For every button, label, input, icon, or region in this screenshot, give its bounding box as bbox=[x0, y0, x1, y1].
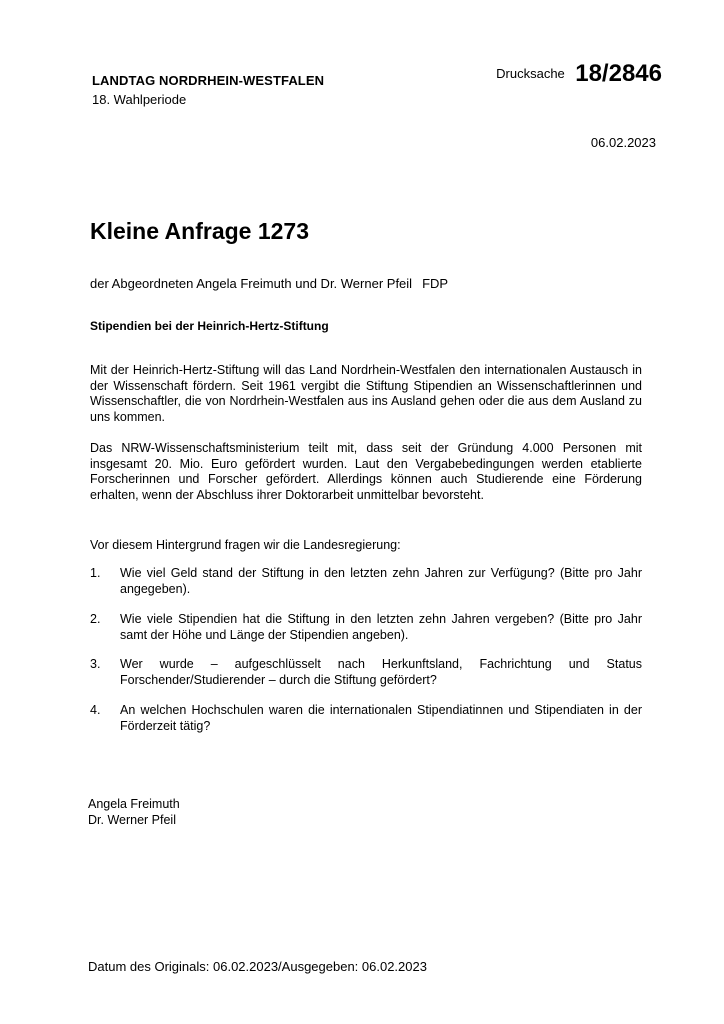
body-paragraph: Das NRW-Wissenschaftsministerium teilt mit, dass seit der Gründung 4.000 Personen mit insgesamt 20. Mio. Euro gefördert wurden. Laut den Vergabebedingungen werden etablierte Forscherinnen und Forscher gefördert. Allerdings können auch Studierende eine Förderung erhalten, wenn der Abschluss ihrer Doktorarbeit unmittelbar bevorsteht. bbox=[90, 441, 642, 502]
document-date: 06.02.2023 bbox=[590, 135, 656, 150]
party-name: FDP bbox=[422, 276, 449, 291]
question-text: An welchen Hochschulen waren die internationalen Stipendiatinnen und Stipendiaten in der Förderzeit tätig? bbox=[120, 703, 642, 733]
signature-name: Angela Freimuth bbox=[88, 797, 180, 811]
drucksache-number: 18/2846 bbox=[575, 60, 662, 87]
legislative-period: 18. Wahlperiode bbox=[92, 92, 187, 107]
footer-date-line: Datum des Originals: 06.02.2023/Ausgegeben: 06.02.2023 bbox=[88, 959, 427, 974]
question-number: 3. bbox=[90, 657, 101, 671]
questions-intro: Vor diesem Hintergrund fragen wir die Landesregierung: bbox=[90, 538, 401, 552]
question-text: Wer wurde – aufgeschlüsselt nach Herkunftsland, Fachrichtung und Status Forschender/Studierender – durch die Stiftung gefördert? bbox=[120, 657, 642, 687]
authors-text: der Abgeordneten Angela Freimuth und Dr. Werner Pfeil bbox=[90, 276, 413, 291]
page-title: Kleine Anfrage 1273 bbox=[90, 218, 310, 244]
signature-name: Dr. Werner Pfeil bbox=[88, 813, 176, 827]
question-item bbox=[90, 657, 642, 688]
subject-heading: Stipendien bei der Heinrich-Hertz-Stiftung bbox=[90, 319, 329, 333]
authors-line bbox=[90, 276, 448, 291]
question-item bbox=[90, 566, 642, 597]
question-item bbox=[90, 612, 642, 643]
question-text: Wie viele Stipendien hat die Stiftung in den letzten zehn Jahren vergeben? (Bitte pro Jahr samt der Höhe und Länge der Stipendien angeben). bbox=[120, 612, 642, 642]
drucksache-label: Drucksache bbox=[496, 66, 565, 81]
body-paragraph: Mit der Heinrich-Hertz-Stiftung will das Land Nordrhein-Westfalen den internationalen Austausch in der Wissenschaft fördern. Seit 1961 vergibt die Stiftung Stipendien an Wissenschaftlerinnen und Wissenschaftler, die von Nordrhein-Westfalen aus ins Ausland gehen oder die aus dem Ausland zu uns kommen. bbox=[90, 363, 642, 424]
organization-name: LANDTAG NORDRHEIN-WESTFALEN bbox=[92, 73, 325, 88]
question-item bbox=[90, 703, 642, 734]
question-number: 1. bbox=[90, 566, 101, 580]
question-number: 4. bbox=[90, 703, 101, 717]
drucksache-block bbox=[496, 60, 662, 88]
question-text: Wie viel Geld stand der Stiftung in den letzten zehn Jahren zur Verfügung? (Bitte pro Jahr angegeben). bbox=[120, 566, 642, 596]
question-number: 2. bbox=[90, 612, 101, 626]
